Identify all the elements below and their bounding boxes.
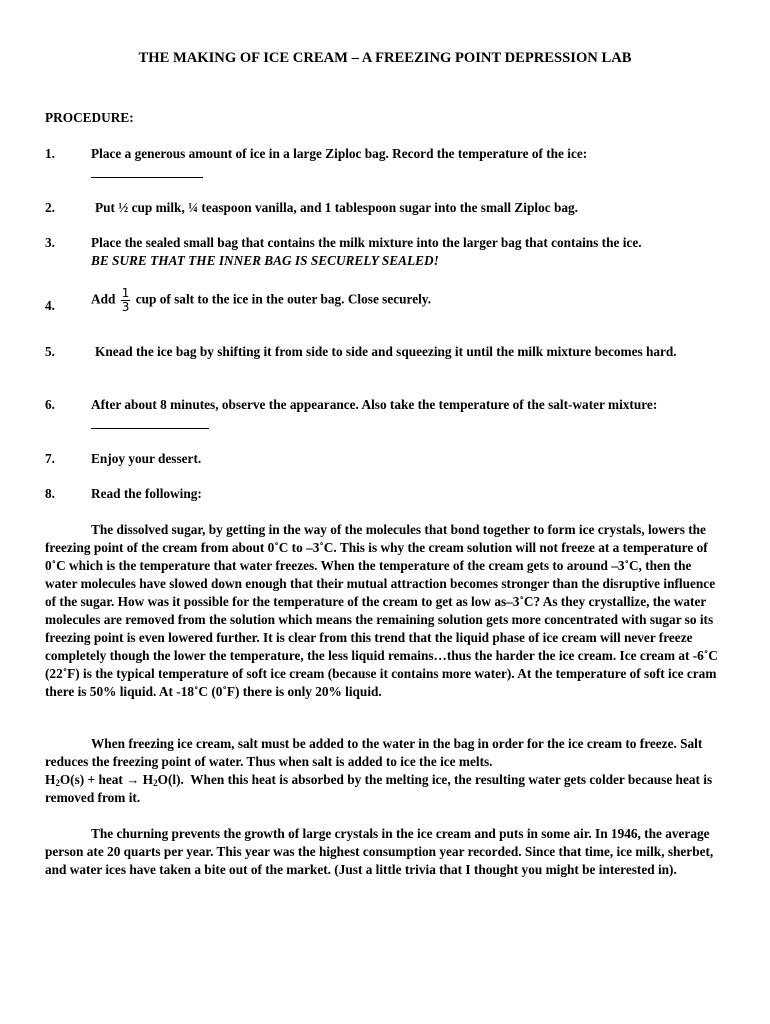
step-text-post: cup of salt to the ice in the outer bag. Close securely. bbox=[135, 291, 432, 307]
step-6 bbox=[45, 396, 725, 434]
page-title: THE MAKING OF ICE CREAM – A FREEZING POINT DEPRESSION LAB bbox=[138, 50, 632, 66]
step-7 bbox=[45, 450, 725, 468]
step-number: 4. bbox=[45, 298, 55, 313]
step-2 bbox=[45, 199, 725, 217]
step-number: 2. bbox=[45, 200, 55, 215]
melting-equation: $H_2O(s)$ + heat → $H_2O(l)$. bbox=[45, 772, 184, 788]
step-text: After about 8 minutes, observe the appearance. Also take the temperature of the salt-water mixture: bbox=[91, 397, 658, 412]
step-number: 5. bbox=[45, 344, 55, 359]
paragraph-salt bbox=[45, 735, 725, 807]
step-number: 6. bbox=[45, 397, 55, 412]
step-4 bbox=[45, 286, 725, 324]
one-third-fraction bbox=[121, 287, 131, 314]
fraction-numerator: 1 bbox=[121, 286, 130, 300]
paragraph-sugar bbox=[45, 521, 725, 701]
step-1 bbox=[45, 145, 725, 183]
step-text: Place a generous amount of ice in a large Ziploc bag. Record the temperature of the ice: bbox=[91, 146, 588, 161]
procedure-heading: PROCEDURE: bbox=[45, 110, 134, 125]
step-number: 8. bbox=[45, 486, 55, 501]
step-text: Read the following: bbox=[91, 486, 202, 501]
step-warning: BE SURE THAT THE INNER BAG IS SECURELY SEALED! bbox=[91, 253, 439, 268]
fraction-denominator: 3 bbox=[121, 300, 130, 314]
paragraph-text: The churning prevents the growth of large crystals in the ice cream and puts in some air. In 1946, the average person ate 20 quarts per year. This year was the highest consumption year recorded. Since that time, ice milk, sherbet, and water ices have taken a bite out of the market. (Just a little trivia that I thought you might be interested in). bbox=[45, 826, 714, 877]
salt-water-temperature-blank[interactable] bbox=[91, 414, 209, 429]
step-text: Enjoy your dessert. bbox=[91, 451, 202, 466]
step-text: Put ½ cup milk, ¼ teaspoon vanilla, and 1 tablespoon sugar into the small Ziploc bag. bbox=[95, 200, 578, 215]
step-3 bbox=[45, 234, 725, 270]
paragraph-text: When this heat is absorbed by the melting ice, the resulting water gets colder because heat is removed from it. bbox=[45, 772, 713, 805]
step-number: 3. bbox=[45, 235, 55, 250]
ice-temperature-blank[interactable] bbox=[91, 163, 203, 178]
step-8 bbox=[45, 485, 725, 503]
step-number: 1. bbox=[45, 146, 55, 161]
step-text: Place the sealed small bag that contains the milk mixture into the larger bag that contains the ice. bbox=[91, 235, 642, 250]
paragraph-text: The dissolved sugar, by getting in the way of the molecules that bond together to form ice crystals, lowers the freezing point of the cream from about 0˚C to –3˚C. This is why the cream solution will not freeze at a temperature of 0˚C which is the temperature that water freezes. When the temperature of the cream gets to around –3˚C, then the water molecules have slowed down enough that their mutual attraction becomes stronger than the disruptive influence of the sugar. How was it possible for the temperature of the cream to get as low as–3˚C? As they crystallize, the water molecules are removed from the solution which means the remaining solution gets more concentrated with sugar so its freezing point is even lowered further. It is clear from this trend that the liquid phase of ice cream will never freeze completely though the lower the temperature, the less liquid remains…thus the harder the ice cream. Ice cream at -6˚C (22˚F) is the typical temperature of soft ice cream (because it contains more water). At the temperature of soft ice cram there is 50% liquid. At -18˚C (0˚F) there is only 20% liquid. bbox=[45, 522, 718, 699]
step-text-pre: Add bbox=[91, 291, 116, 307]
step-5 bbox=[45, 343, 725, 361]
step-text: Knead the ice bag by shifting it from side to side and squeezing it until the milk mixture becomes hard. bbox=[95, 344, 677, 359]
paragraph-churning bbox=[45, 825, 725, 879]
paragraph-text: When freezing ice cream, salt must be added to the water in the bag in order for the ice cream to freeze. Salt reduces the freezing point of water. Thus when salt is added to ice the ice melts. bbox=[45, 736, 703, 769]
step-number: 7. bbox=[45, 451, 55, 466]
